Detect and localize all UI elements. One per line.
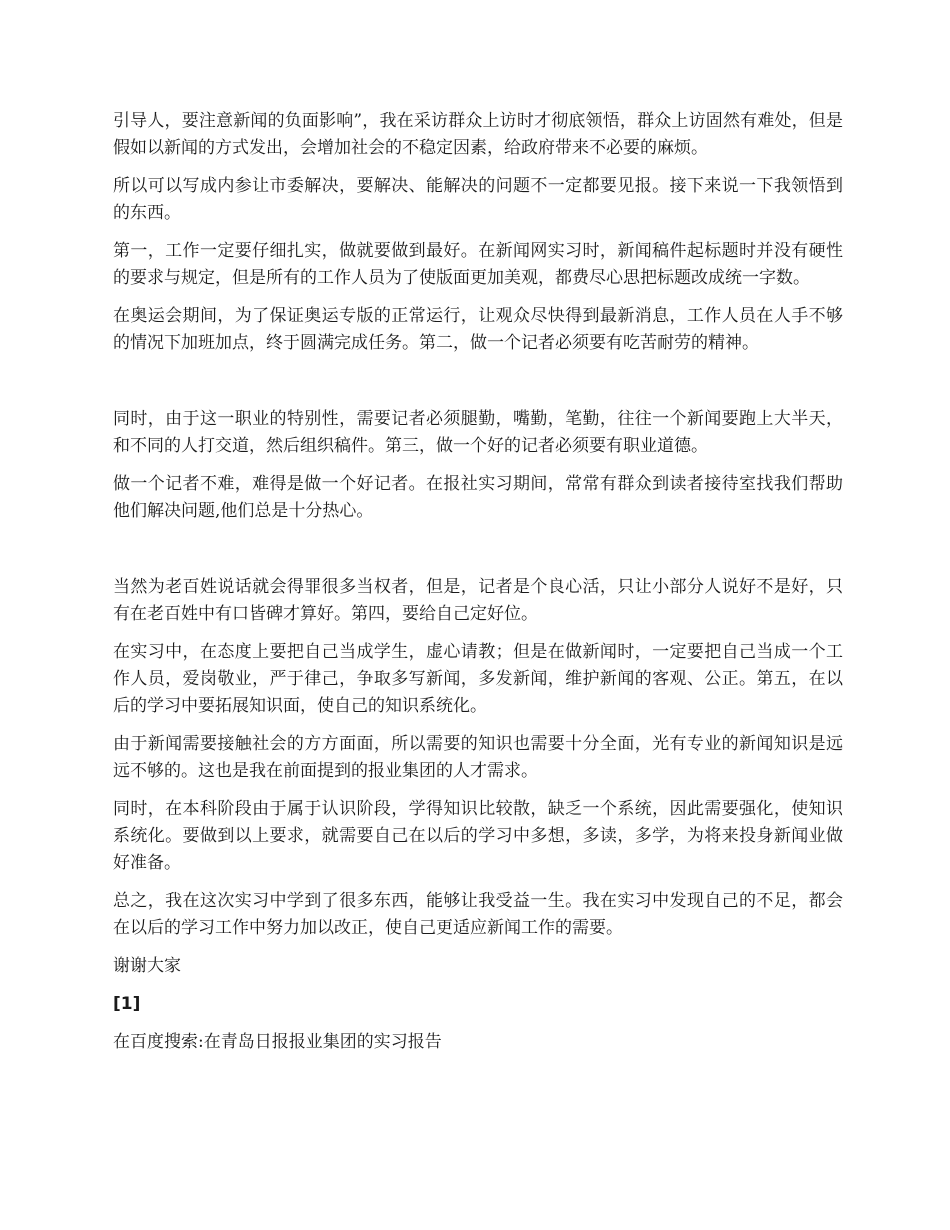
paragraph: 同时，由于这一职业的特别性，需要记者必须腿勤，嘴勤，笔勤，往往一个新闻要跑上大半天，和不同的人打交道，然后组织稿件。第三，做一个好的记者必须要有职业道德。 bbox=[113, 409, 843, 456]
search-line: 在百度搜索:在青岛日报报业集团的实习报告 bbox=[113, 1032, 442, 1052]
paragraph: 总之，我在这次实习中学到了很多东西，能够让我受益一生。我在实习中发现自己的不足，都会在以后的学习工作中努力加以改正，使自己更适应新闻工作的需要。 bbox=[113, 891, 843, 938]
blank-gap bbox=[113, 368, 843, 406]
paragraph: 在实习中，在态度上要把自己当成学生，虚心请教；但是在做新闻时，一定要把自己当成一个工作人员，爱岗敬业，严于律己，争取多写新闻，多发新闻，维护新闻的客观、公正。第五，在以后的学习中要拓展知识面，使自己的知识系统化。 bbox=[113, 642, 843, 716]
blank-gap bbox=[113, 536, 843, 574]
paragraph: 在奥运会期间，为了保证奥运专版的正常运行，让观众尽快得到最新消息，工作人员在人手不够的情况下加班加点，终于圆满完成任务。第二，做一个记者必须要有吃苦耐劳的精神。 bbox=[113, 306, 843, 353]
document-body bbox=[113, 108, 843, 1067]
paragraph: 所以可以写成内参让市委解决，要解决、能解决的问题不一定都要见报。接下来说一下我领悟到的东西。 bbox=[113, 176, 843, 223]
reference-marker: [1] bbox=[113, 994, 141, 1014]
closing-line: 谢谢大家 bbox=[113, 956, 181, 976]
paragraph: 第一，工作一定要仔细扎实，做就要做到最好。在新闻网实习时，新闻稿件起标题时并没有硬性的要求与规定，但是所有的工作人员为了使版面更加美观，都费尽心思把标题改成统一字数。 bbox=[113, 241, 843, 288]
paragraph: 引导人，要注意新闻的负面影响”，我在采访群众上访时才彻底领悟，群众上访固然有难处，但是假如以新闻的方式发出，会增加社会的不稳定因素，给政府带来不必要的麻烦。 bbox=[113, 111, 843, 158]
paragraph: 由于新闻需要接触社会的方方面面，所以需要的知识也需要十分全面，光有专业的新闻知识是远远不够的。这也是我在前面提到的报业集团的人才需求。 bbox=[113, 734, 843, 781]
paragraph: 当然为老百姓说话就会得罪很多当权者，但是，记者是个良心活，只让小部分人说好不是好，只有在老百姓中有口皆碑才算好。第四，要给自己定好位。 bbox=[113, 577, 843, 624]
paragraph: 做一个记者不难，难得是做一个好记者。在报社实习期间，常常有群众到读者接待室找我们帮助他们解决问题,他们总是十分热心。 bbox=[113, 474, 843, 521]
paragraph: 同时，在本科阶段由于属于认识阶段，学得知识比较散，缺乏一个系统，因此需要强化，使知识系统化。要做到以上要求，就需要自己在以后的学习中多想，多读，多学，为将来投身新闻业做好准备。 bbox=[113, 799, 843, 873]
